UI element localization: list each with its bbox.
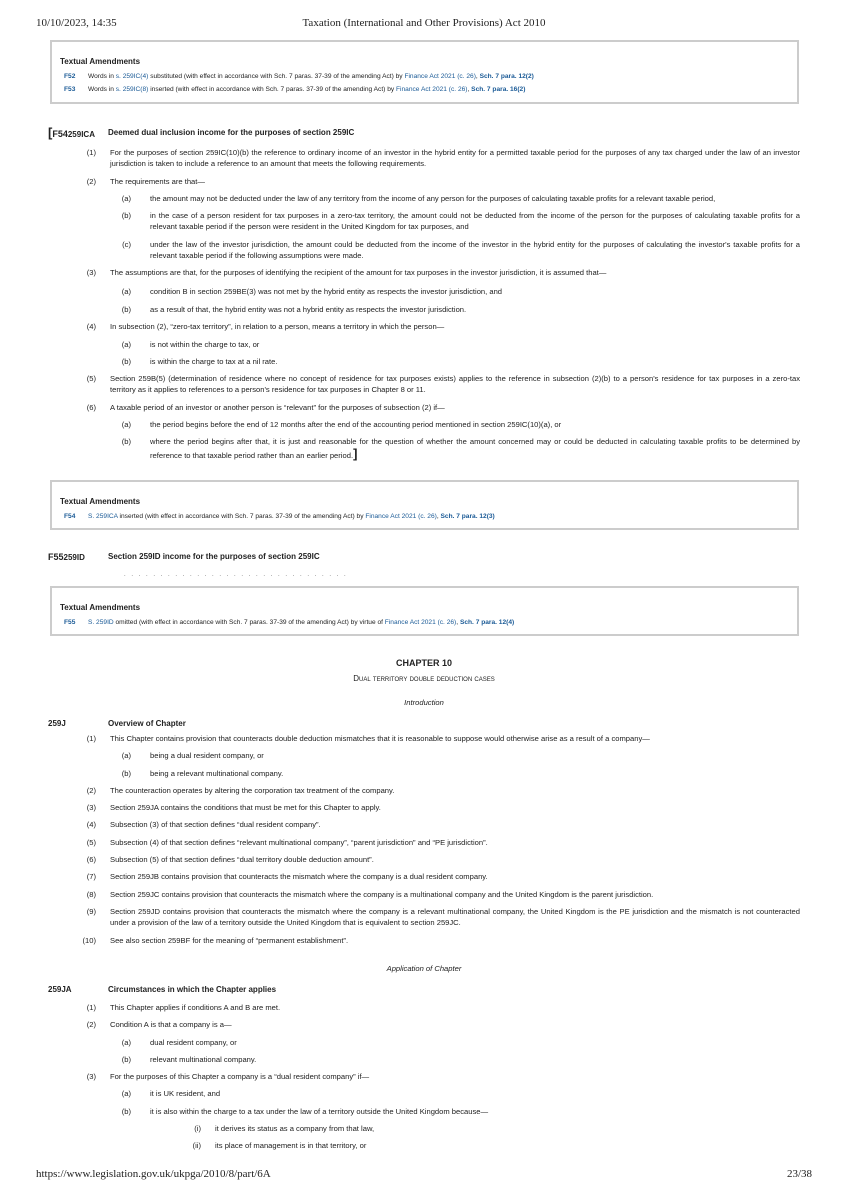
paragraph: (c) under the law of the investor jurisdiction, the amount could be deducted from the income of the investor in the hybrid entity for the purposes of calculating the investor's taxable profits for a relevant taxable period if the following assumptions were made. — [122, 239, 800, 261]
subsection: (10) See also section 259BF for the meaning of “permanent establishment”. — [82, 935, 349, 945]
paragraph: (b) relevant multinational company. — [121, 1054, 257, 1064]
section-259ica — [48, 127, 800, 461]
section-number: [F54259ICA — [48, 125, 95, 140]
chapter-subtitle: Dual territory double deduction cases — [353, 674, 495, 683]
subsection: (9) Section 259JD contains provision that counteracts the mismatch where the company is a relevant multinational company, the United Kingdom is the PE jurisdiction and the mismatch is not counteracted under a provision of the law of a territory outside the United Kingdom that is equivalent to section 259JC. — [86, 906, 800, 928]
print-page-number: 23/38 — [786, 1168, 812, 1180]
amendment-text: S. 259ID omitted (with effect in accordance with Sch. 7 paras. 37-39 of the amending Act) by virtue of Finance Act 2021 (c. 26), Sch. 7 para. 12(4) — [88, 619, 515, 626]
paragraph: (a) condition B in section 259BE(3) was not met by the hybrid entity as respects the investor jurisdiction, and — [121, 286, 503, 296]
chapter-title: CHAPTER 10 — [395, 658, 452, 668]
schedule-link[interactable]: Sch. 7 para. 12(3) — [440, 513, 495, 520]
omitted-text-dots: . . . . . . . . . . . . . . . . . . . . . . . . . . . . . . . — [124, 572, 348, 578]
subsection: (1) This Chapter applies if conditions A and B are met. — [86, 1003, 281, 1012]
footnote-key[interactable]: F54 — [64, 513, 76, 520]
section-link[interactable]: S. 259ID — [88, 619, 114, 626]
subsection: (8) Section 259JC contains provision that counteracts the mismatch where the company is a multinational company and the United Kingdom is the parent jurisdiction. — [86, 889, 654, 899]
amendment-row — [60, 510, 789, 523]
schedule-link[interactable]: Sch. 7 para. 16(2) — [471, 86, 526, 93]
print-url[interactable]: https://www.legislation.gov.uk/ukpga/2010/8/part/6A — [36, 1168, 271, 1180]
paragraph: (b) where the period begins after that, it is just and reasonable for the question of whether the amount concerned may or could be deducted in calculating taxable profits to be determined by reference to that taxable period rather than an earlier period.] — [121, 437, 800, 461]
section-heading — [48, 551, 800, 564]
paragraph: (a) the amount may not be deducted under the law of any territory from the income of any person for the purposes of calculating taxable profits for a relevant taxable period, — [121, 193, 716, 203]
act-link[interactable]: Finance Act 2021 (c. 26) — [384, 619, 457, 626]
crossheading-application: Application of Chapter — [386, 964, 462, 973]
section-number: 259J — [48, 719, 66, 728]
textual-amendments-box-1 — [50, 40, 799, 104]
subsection: (1) For the purposes of section 259IC(10)(b) the reference to ordinary income of an investor in the hybrid entity for a permitted taxable period for the purposes of any tax charged under the law of an investor jurisdiction is taken to include a reference to an amount that meets the following requirements. — [86, 148, 800, 169]
subsection: (3) The assumptions are that, for the purposes of identifying the recipient of the amount for tax purposes in the investor jurisdiction, it is assumed that— — [86, 268, 607, 278]
subsection: (2) The counteraction operates by altering the corporation tax treatment of the company. — [86, 785, 395, 795]
section-259ja — [48, 984, 800, 1152]
act-link[interactable]: Finance Act 2021 (c. 26) — [404, 73, 476, 80]
paragraph: (b) being a relevant multinational company. — [121, 768, 284, 778]
section-link[interactable]: s. 259IC(4) — [115, 73, 149, 80]
footnote-key[interactable]: F53 — [64, 86, 76, 93]
section-heading — [48, 718, 800, 730]
amendment-row — [60, 616, 789, 629]
footnote-ref[interactable]: F54 — [52, 129, 68, 139]
subsection: (2) Condition A is that a company is a— — [86, 1020, 232, 1030]
paragraph: (a) it is UK resident, and — [121, 1089, 221, 1099]
section-heading — [48, 984, 800, 996]
subsection: (6) A taxable period of an investor or another person is “relevant” for the purposes of subsection (2) if— — [86, 402, 445, 412]
schedule-link[interactable]: Sch. 7 para. 12(2) — [479, 73, 534, 80]
paragraph: (b) in the case of a person resident for tax purposes in a zero-tax territory, the amount could not be deducted from the income of the person for the purposes of calculating taxable profits for a relevant taxable period if the person were resident in the United Kingdom for tax purposes, and — [121, 211, 800, 232]
amendment-text: S. 259ICA inserted (with effect in accordance with Sch. 7 paras. 37-39 of the amending Act) by Finance Act 2021 (c. 26), Sch. 7 para. 12(3) — [88, 513, 495, 520]
section-title: Deemed dual inclusion income for the purposes of section 259IC — [108, 128, 355, 137]
paragraph: (a) dual resident company, or — [121, 1037, 237, 1047]
paragraph: (a) the period begins before the end of 12 months after the end of the accounting period mentioned in section 259IC(10)(a), or — [121, 420, 562, 430]
amendment-text: Words in s. 259IC(4) substituted (with effect in accordance with Sch. 7 paras. 37-39 of the amending Act) by Finance Act 2021 (c. 26), Sch. 7 para. 12(2) — [88, 73, 534, 80]
subsection: (1) This Chapter contains provision that counteracts double deduction mismatches that it is reasonable to suppose would otherwise arise as a result of a company— — [86, 734, 650, 743]
footnote-ref[interactable]: F55 — [48, 552, 64, 562]
textual-amendments-heading: Textual Amendments — [60, 57, 141, 66]
section-link[interactable]: s. 259IC(8) — [115, 86, 149, 93]
section-link[interactable]: S. 259ICA — [88, 513, 118, 520]
sub-paragraph: (ii) its place of management is in that territory, or — [192, 1141, 367, 1151]
paragraph: (b) it is also within the charge to a tax under the law of a territory outside the United Kingdom because— — [121, 1106, 489, 1116]
subsection: (3) For the purposes of this Chapter a company is a “dual resident company” if— — [86, 1072, 370, 1082]
footnote-key[interactable]: F52 — [64, 73, 76, 80]
subsection: (7) Section 259JB contains provision that counteracts the mismatch where the company is a dual resident company. — [86, 872, 488, 882]
section-259id — [48, 551, 800, 578]
paragraph: (b) is within the charge to tax at a nil rate. — [121, 356, 278, 366]
paragraph: (a) is not within the charge to tax, or — [121, 339, 260, 349]
amendment-row — [60, 70, 789, 83]
section-number: F55259ID — [48, 552, 85, 562]
section-title: Circumstances in which the Chapter applies — [108, 985, 277, 994]
textual-amendments-box-3 — [50, 586, 799, 636]
subsection: (2) The requirements are that— — [86, 176, 205, 186]
act-link[interactable]: Finance Act 2021 (c. 26) — [365, 513, 437, 520]
textual-amendments-heading: Textual Amendments — [60, 603, 141, 612]
amendment-text: Words in s. 259IC(8) inserted (with effect in accordance with Sch. 7 paras. 37-39 of the amending Act) by Finance Act 2021 (c. 26), Sch. 7 para. 16(2) — [88, 86, 526, 93]
subsection: (3) Section 259JA contains the conditions that must be met for this Chapter to apply. — [86, 803, 381, 813]
act-link[interactable]: Finance Act 2021 (c. 26) — [396, 86, 468, 93]
sub-paragraph: (i) it derives its status as a company from that law, — [194, 1124, 375, 1134]
section-number: 259JA — [48, 985, 72, 994]
schedule-link[interactable]: Sch. 7 para. 12(4) — [459, 619, 515, 626]
section-259j — [48, 718, 800, 946]
crossheading-introduction: Introduction — [404, 698, 444, 707]
subsection: (4) Subsection (3) of that section defines “dual resident company”. — [86, 820, 321, 830]
paragraph: (a) being a dual resident company, or — [121, 751, 264, 761]
subsection: (5) Section 259B(5) (determination of residence where no concept of residence for tax purposes exists) applies to the reference in subsection (2)(b) to a person's residence for tax purposes in a zero-tax territory as it applies to references to a person's residence for tax purposes in Chapter 8 or 11. — [86, 374, 800, 395]
footnote-key[interactable]: F55 — [64, 619, 76, 626]
section-heading — [48, 127, 800, 141]
textual-amendments-box-2 — [50, 480, 799, 530]
textual-amendments-heading: Textual Amendments — [60, 497, 141, 506]
subsection: (4) In subsection (2), “zero-tax territory”, in relation to a person, means a territory in which the person— — [86, 322, 445, 332]
section-title: Overview of Chapter — [108, 719, 186, 728]
amendment-row — [60, 83, 789, 96]
print-title: Taxation (International and Other Provisions) Act 2010 — [302, 17, 546, 29]
section-title: Section 259ID income for the purposes of section 259IC — [108, 552, 320, 561]
subsection: (5) Subsection (4) of that section defines “relevant multinational company”, “parent jurisdiction” and “PE jurisdiction”. — [86, 837, 488, 847]
print-date: 10/10/2023, 14:35 — [36, 17, 117, 29]
subsection: (6) Subsection (5) of that section defines “dual territory double deduction amount”. — [86, 855, 374, 865]
paragraph: (b) as a result of that, the hybrid entity was not a hybrid entity as respects the investor jurisdiction. — [121, 304, 467, 314]
